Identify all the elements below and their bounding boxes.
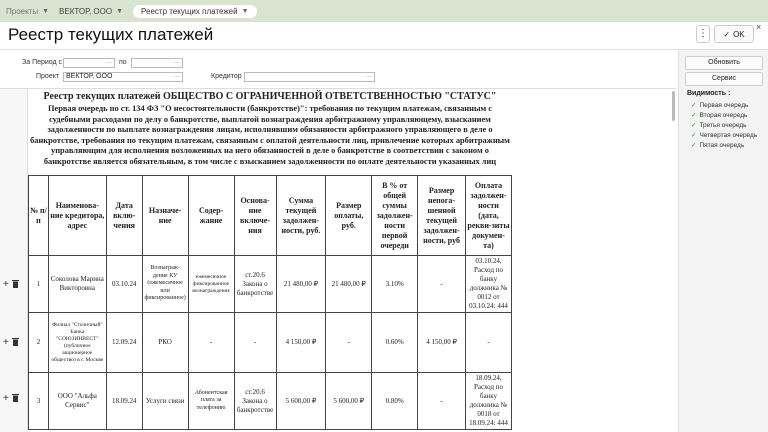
column-header: Размер непога-шенной текущей задолжен-ности, руб [418, 176, 466, 256]
page-title: Реестр текущих платежей [8, 25, 214, 44]
table-cell: 3.10% [372, 256, 418, 313]
visibility-label: Вторая очередь [699, 112, 748, 119]
table-cell: 21 480,00 ₽ [326, 256, 372, 313]
breadcrumb-label: Реестр текущих платежей [141, 6, 238, 16]
project-field[interactable] [63, 72, 183, 82]
table-cell: ежемесячное фиксированное вознаграждение [188, 256, 234, 313]
table-cell: 4 150,00 ₽ [276, 313, 326, 373]
report-viewer [0, 88, 676, 432]
table-cell: - [234, 313, 276, 373]
column-header: Содер-жание [188, 176, 234, 256]
table-cell: - [188, 313, 234, 373]
breadcrumb-label: ВЕКТОР, ООО [59, 6, 113, 16]
to-label: по [119, 59, 127, 66]
table-cell: 18.09.24, Расход по банку должника № 0018 от 18.09.24: 444 [466, 373, 512, 430]
visibility-label: Первая очередь [699, 102, 749, 109]
visibility-title: Видимость : [687, 90, 731, 97]
check-icon: ✓ [691, 142, 697, 149]
column-header: В % от общей суммы задолжен-ности первой очереди [372, 176, 418, 256]
table-cell: 3 [29, 373, 49, 430]
visibility-label: Третья очередь [699, 122, 747, 129]
visibility-item-2[interactable] [691, 111, 747, 119]
table-cell: 0.80% [372, 373, 418, 430]
table-row[interactable] [29, 256, 512, 313]
title-bar [0, 22, 768, 48]
breadcrumb-current[interactable] [133, 5, 257, 18]
column-header: Размер оплаты, руб. [326, 176, 372, 256]
column-header: Сумма текущей задолжен-ности, руб. [276, 176, 326, 256]
row-controls [3, 393, 19, 404]
table-row[interactable] [29, 313, 512, 373]
check-icon: ✓ [723, 29, 731, 39]
table-cell: 0.60% [372, 313, 418, 373]
table-cell: - [326, 313, 372, 373]
table-cell: РКО [142, 313, 188, 373]
check-icon: ✓ [691, 102, 697, 109]
table-cell: 4 150,00 ₽ [418, 313, 466, 373]
ok-label: OK [733, 29, 745, 39]
side-panel [678, 50, 768, 432]
ellipsis-icon[interactable]: ··· [106, 60, 112, 66]
ellipsis-icon[interactable]: ··· [174, 60, 180, 66]
table-cell: 2 [29, 313, 49, 373]
column-header: Назначе-ние [142, 176, 188, 256]
table-cell: - [418, 256, 466, 313]
ellipsis-icon[interactable]: ··· [174, 74, 180, 80]
project-label: Проект [36, 73, 60, 80]
check-icon: ✓ [691, 122, 697, 129]
table-cell: Филиал "Столичный" Банка "СОЮЗИНВЕСТ" (публичное акционерное общество) в г. Москве [48, 313, 106, 373]
divider [0, 49, 768, 50]
filter-form [0, 56, 678, 88]
column-header: Дата вклю-чения [106, 176, 142, 256]
breadcrumb-bar [0, 0, 768, 22]
visibility-label: Четвертая очередь [699, 132, 758, 139]
trash-icon[interactable] [12, 337, 19, 346]
table-cell: 21 480,00 ₽ [276, 256, 326, 313]
ok-button[interactable] [714, 25, 754, 43]
creditor-field[interactable] [244, 72, 375, 82]
breadcrumb-project[interactable] [59, 7, 123, 16]
check-icon: ✓ [691, 112, 697, 119]
chevron-down-icon[interactable]: ▼ [116, 7, 124, 15]
period-from-field[interactable] [63, 58, 115, 68]
add-icon[interactable]: + [3, 393, 9, 404]
chevron-down-icon[interactable]: ▼ [241, 7, 249, 15]
period-to-field[interactable] [131, 58, 183, 68]
period-label: За Период с [22, 59, 63, 66]
row-controls [3, 337, 19, 348]
column-header: № п/п [29, 176, 49, 256]
table-cell: 5 600,00 ₽ [326, 373, 372, 430]
table-cell: ст.20.6 Закона о банкротстве [234, 373, 276, 430]
table-cell: 03.10.24, Расход по банку должника № 0012 от 03.10.24: 444 [466, 256, 512, 313]
vertical-scrollbar[interactable] [672, 91, 675, 121]
row-controls [3, 279, 19, 290]
table-cell: Абонентская плата за телефонию [188, 373, 234, 430]
breadcrumb-label: Проекты [6, 6, 39, 16]
creditor-label: Кредитор [211, 73, 242, 80]
table-cell: 18.09.24 [106, 373, 142, 430]
visibility-item-1[interactable] [691, 101, 748, 109]
column-header: Оплата задолжен-ности (дата, рекви-зиты докумен-та) [466, 176, 512, 256]
table-header-row [29, 176, 512, 256]
breadcrumb-projects[interactable] [6, 7, 49, 16]
table-cell: Услуги связи [142, 373, 188, 430]
visibility-item-4[interactable] [691, 131, 757, 139]
report-sheet [28, 89, 512, 427]
check-icon: ✓ [691, 132, 697, 139]
column-header: Основа-ние включе-ния [234, 176, 276, 256]
visibility-item-3[interactable] [691, 121, 747, 129]
trash-icon[interactable] [12, 279, 19, 288]
table-cell: - [466, 313, 512, 373]
table-cell: 1 [29, 256, 49, 313]
table-cell: ООО "Альфа Сервис" [48, 373, 106, 430]
add-icon[interactable]: + [3, 337, 9, 348]
table-cell: 12.09.24 [106, 313, 142, 373]
chevron-down-icon[interactable]: ▼ [42, 7, 50, 15]
visibility-item-5[interactable] [691, 141, 744, 149]
table-cell: 03.10.24 [106, 256, 142, 313]
row-controls-gutter [0, 89, 28, 432]
report-subtitle: Первая очередь по ст. 134 ФЗ "О несостоятельности (банкротстве)": требования по текущим платежам, связанным с судебными расходами по делу о банкротстве, выплатой вознаграждения арбитражному управляющему, взысканием задолженности по выплате вознаграждения лицам, исполнявшим обязанности арбитражного управляющего в деле о банкротстве, требования по текущим платежам, связанным с оплатой деятельности лиц, привлечение которых арбитражным управляющим для исполнения возложенных на него обязанностей в деле о банкротстве в соответствии с законом о банкротстве является обязательным, в том числе с взысканием задолженности по оплате деятельности указанных лиц [30, 104, 510, 166]
add-icon[interactable]: + [3, 279, 9, 290]
project-value: ВЕКТОР, ООО [66, 73, 113, 80]
trash-icon[interactable] [12, 393, 19, 402]
table-cell: 5 600,00 ₽ [276, 373, 326, 430]
report-title: Реестр текущих платежей ОБЩЕСТВО С ОГРАНИЧЕННОЙ ОТВЕТСТВЕННОСТЬЮ "СТАТУС" [43, 91, 497, 102]
service-button[interactable]: Сервис [685, 72, 763, 86]
table-row[interactable] [29, 373, 512, 430]
column-header: Наименова-ние кредитора, адрес [48, 176, 106, 256]
table-cell: Вознаграж-дение КУ (ежемесячное или фиксированное) [142, 256, 188, 313]
table-cell: - [418, 373, 466, 430]
visibility-label: Пятая очередь [699, 142, 745, 149]
table-cell: ст.20.6 Закона о банкротстве [234, 256, 276, 313]
refresh-button[interactable]: Обновить [685, 56, 763, 70]
payments-table [28, 175, 512, 430]
more-menu-button[interactable]: ⋮ [696, 25, 710, 43]
table-cell: Соколова Марина Викторовна [48, 256, 106, 313]
close-icon[interactable]: × [756, 22, 762, 32]
ellipsis-icon[interactable]: ··· [366, 74, 372, 80]
